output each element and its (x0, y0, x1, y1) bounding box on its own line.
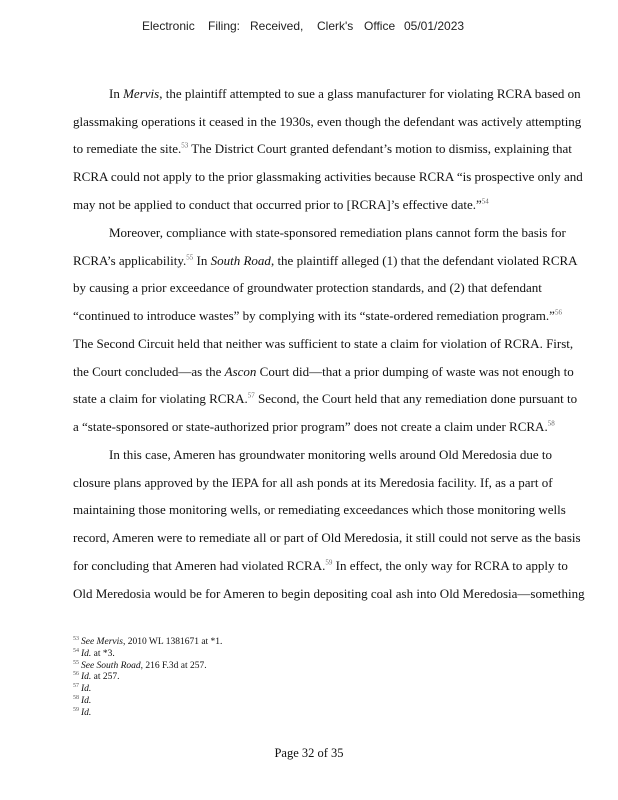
header-word: Clerk's (317, 19, 354, 33)
body-line (109, 447, 552, 463)
body-line (73, 502, 566, 518)
body-line (73, 391, 577, 407)
footnote-number: 53 (73, 636, 79, 642)
line-text: In effect, the only way for RCRA to apply to (332, 557, 568, 573)
case-name: Mervis (123, 86, 160, 101)
footnote-number: 54 (73, 647, 79, 654)
header-word: Electronic (142, 19, 195, 33)
footnote (73, 660, 207, 671)
body-line (73, 530, 581, 546)
footnote (73, 648, 115, 659)
line-text: , the plaintiff alleged (1) that the defendant violated RCRA (270, 252, 578, 268)
header-word: 05/01/2023 (404, 19, 465, 33)
line-text: In (193, 252, 211, 268)
line-text: a “state-sponsored or state-authorized prior program” does not create a claim under RCRA. (73, 418, 548, 434)
body-line (73, 169, 583, 185)
footnote (73, 636, 222, 647)
body-line (73, 336, 573, 352)
footnote-citation: See Mervis (81, 637, 123, 648)
line-text: The District Court granted defendant’s motion to dismiss, explaining that (188, 141, 572, 157)
line-text: closure plans approved by the IEPA for all ash ponds at its Meredosia facility. If, as a part of (73, 474, 553, 490)
footnote-ref: 59 (325, 558, 333, 567)
line-text: for concluding that Ameren had violated RCRA. (73, 557, 326, 573)
footnote-citation: Id. (81, 707, 92, 718)
header-word: Received, (250, 19, 304, 33)
body-line (109, 86, 581, 102)
body-line (73, 558, 568, 574)
line-text: “continued to introduce wastes” by complying with its “state-ordered remediation program.” (73, 308, 555, 324)
body-line (73, 141, 572, 157)
body-line (73, 364, 574, 380)
footnote (73, 683, 91, 694)
footnote-ref: 55 (186, 253, 194, 262)
footnote-number: 59 (73, 706, 79, 713)
line-text: Court did—that a prior dumping of waste was not enough to (256, 363, 574, 379)
footnote-ref: 53 (181, 142, 189, 151)
body-line (73, 419, 555, 435)
footnote-citation: Id. (81, 696, 92, 707)
footnote-citation: Id. (81, 648, 92, 659)
footnote-ref: 56 (554, 308, 562, 317)
footnote-citation: See South Road (81, 660, 141, 671)
footnote (73, 707, 91, 718)
footnote-number: 56 (73, 671, 79, 678)
footnote-ref: 54 (481, 197, 489, 206)
body-line (73, 475, 553, 491)
body-line (73, 253, 578, 269)
line-text: maintaining those monitoring wells, or remediating exceedances which those monitoring wells (73, 502, 566, 518)
footnote-number: 57 (73, 683, 79, 690)
line-text: RCRA could not apply to the prior glassmaking activities because RCRA “is prospective only and (73, 169, 583, 185)
header-word: Office (364, 19, 396, 33)
footnote (73, 695, 91, 706)
footnote-ref: 58 (547, 419, 555, 428)
body-line (73, 280, 542, 296)
footnote-citation: Id. (81, 672, 92, 683)
body-line (73, 586, 585, 602)
line-text: by causing a prior exceedance of groundwater protection standards, and (2) that defendant (73, 280, 542, 296)
footnote-text: , 2010 WL 1381671 at *1. (122, 637, 223, 648)
body-line (73, 308, 562, 324)
line-text: to remediate the site. (73, 141, 182, 157)
line-text: may not be applied to conduct that occurred prior to [RCRA]’s effective date.” (73, 196, 482, 212)
line-text: record, Ameren were to remediate all or part of Old Meredosia, it still could not serve as the basis (73, 530, 581, 546)
page-number: Page 32 of 35 (274, 746, 344, 760)
footnote-ref: 57 (247, 391, 255, 400)
footnote-citation: Id. (81, 684, 92, 695)
line-text: In this case, Ameren has groundwater monitoring wells around Old Meredosia due to (109, 447, 552, 462)
line-text: the Court concluded—as the (73, 363, 225, 379)
header-word: Filing: (208, 19, 241, 33)
line-text: Second, the Court held that any remediation done pursuant to (254, 391, 578, 407)
line-text: , the plaintiff attempted to sue a glass manufacturer for violating RCRA based on (159, 86, 581, 101)
line-text: RCRA’s applicability. (73, 252, 187, 268)
footnote-text: at 257. (91, 672, 120, 683)
footnote-number: 55 (73, 659, 79, 666)
line-text: glassmaking operations it ceased in the 1930s, even though the defendant was actively attempting (73, 113, 582, 129)
body-line (109, 225, 566, 241)
case-name: Ascon (224, 363, 257, 379)
footnote-number: 58 (73, 695, 79, 701)
body-line (73, 114, 581, 130)
line-text: Old Meredosia would be for Ameren to begin depositing coal ash into Old Meredosia—something (73, 585, 585, 601)
footnote-text: at *3. (91, 648, 115, 659)
body-line (73, 197, 489, 213)
case-name: South Road (210, 252, 271, 268)
footnote (73, 671, 120, 682)
line-text: state a claim for violating RCRA. (73, 391, 248, 407)
footnote-text: , 216 F.3d at 257. (140, 660, 207, 671)
line-text: Moreover, compliance with state-sponsored remediation plans cannot form the basis for (109, 225, 566, 240)
line-text: The Second Circuit held that neither was sufficient to state a claim for violation of RCRA. First, (73, 335, 574, 351)
line-text: In (109, 86, 124, 101)
